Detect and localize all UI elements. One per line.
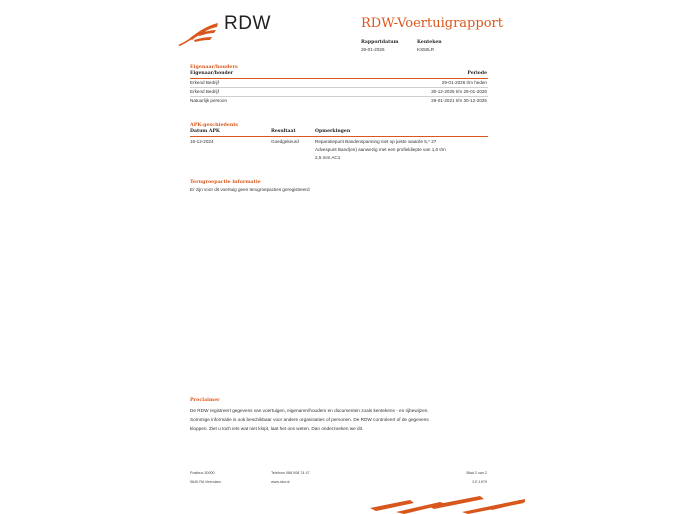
owners-row-owner: Natuurlijk persoon bbox=[190, 98, 228, 103]
owners-col-owner: Eigenaar/houder bbox=[190, 71, 234, 76]
owners-section-title: Eigenaar/houders bbox=[190, 64, 238, 70]
footer-city: 9640 RA Veendam bbox=[190, 480, 221, 484]
recalls-text: Er zijn voor dit voertuig geen terugroepacties geregistreerd bbox=[190, 187, 310, 192]
decorative-stripes-icon bbox=[370, 494, 525, 514]
rdw-logo-icon bbox=[176, 20, 220, 48]
logo-text: RDW bbox=[224, 13, 271, 34]
owners-row-divider bbox=[190, 96, 488, 97]
owners-row-period: 30-12-2025 t/m 29-01-2026 bbox=[431, 89, 487, 94]
report-date-value: 29-01-2026 bbox=[361, 47, 385, 52]
owners-row-period: 29-01-2021 t/m 30-12-2025 bbox=[431, 98, 487, 103]
owners-row-divider bbox=[190, 87, 488, 88]
apk-remark-line: Advespunt Band(en) aanwezig met een profieldiepte van 1,6 t/m bbox=[315, 147, 446, 152]
apk-col-date: Datum APK bbox=[190, 129, 220, 134]
owners-row-period: 29-01-2026 t/m heden bbox=[441, 80, 487, 85]
apk-header-rule bbox=[190, 136, 488, 137]
apk-remark-line: Reparatiepunt Bandenspanning niet op juiste waarde 5,* 27 bbox=[315, 139, 437, 144]
owners-row-owner: Erkend Bedrijf bbox=[190, 89, 219, 94]
disclaimer-line: Sommige informatie is ook beschikbaar voor andere organisaties of personen. De RDW controleert of de gegevens bbox=[190, 417, 429, 422]
report-date-label: Rapportdatum bbox=[361, 40, 399, 45]
document-title: RDW-Voertuigrapport bbox=[361, 16, 503, 31]
apk-row-result: Goedgekeurd bbox=[271, 139, 299, 144]
apk-col-remarks: Opmerkingen bbox=[315, 129, 351, 134]
footer-website[interactable]: www.rdw.nl bbox=[271, 480, 290, 484]
disclaimer-line: De RDW registreert gegevens van voertuigen, eigenaren/houders en documenten zoals kentekens - en rijbewijzen. bbox=[190, 408, 429, 413]
apk-remark-line: 2,5 mm AC1 bbox=[315, 155, 341, 160]
footer-page-number: Blad 2 van 2 bbox=[466, 471, 487, 475]
apk-section-title: APK-geschiedenis bbox=[190, 122, 238, 128]
owners-row-owner: Erkend Bedrijf bbox=[190, 80, 219, 85]
disclaimer-section-title: Proclaimer bbox=[190, 397, 220, 403]
footer-code: 2.E.1979 bbox=[472, 480, 487, 484]
apk-col-result: Resultaat bbox=[271, 129, 296, 134]
owners-header-rule bbox=[190, 78, 488, 79]
plate-label: Kenteken bbox=[417, 40, 442, 45]
footer-postbus: Postbus 30000 bbox=[190, 471, 215, 475]
footer-phone: Telefoon 088 008 74 47 bbox=[271, 471, 310, 475]
owners-col-period: Periode bbox=[467, 71, 487, 76]
recalls-section-title: Terugroepactie informatie bbox=[190, 179, 261, 185]
disclaimer-line: kloppen. Ziet u toch iets wat niet klopt, laat het ons weten. Dan onderzoeken we dit. bbox=[190, 426, 364, 431]
plate-value: KS50LR bbox=[417, 47, 435, 52]
apk-row-date: 16-12-2024 bbox=[190, 139, 214, 144]
